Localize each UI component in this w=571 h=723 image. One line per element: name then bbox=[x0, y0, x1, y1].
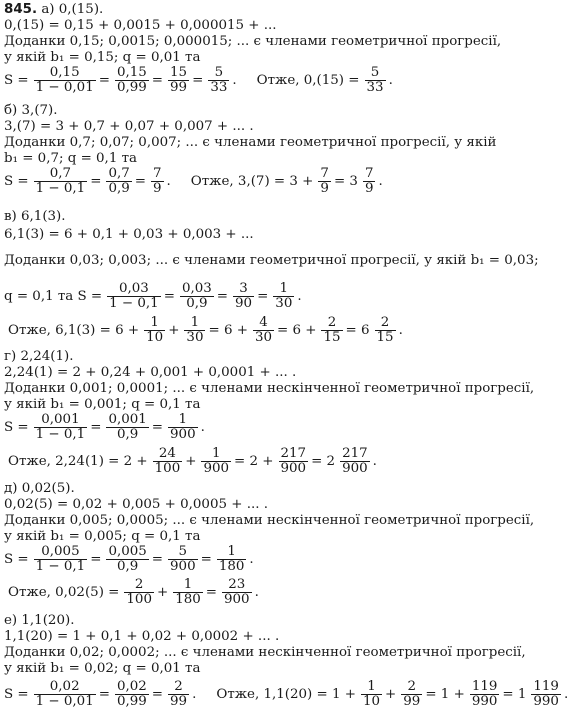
fraction: 7 9 bbox=[364, 166, 374, 196]
fraction: $\frac{1}{30}$ bbox=[275, 281, 293, 311]
section-g-title: г) 2,24(1). bbox=[4, 349, 74, 364]
section-e-title: е) 1,1(20). bbox=[4, 613, 75, 628]
fraction: $\frac{0,7}{0,9}$ bbox=[108, 166, 130, 196]
fraction: $\frac{7}{9}$ bbox=[152, 166, 162, 196]
fraction: $\frac{0,001}{0,9}$ bbox=[108, 412, 147, 442]
fraction: $\frac{1}{900}$ bbox=[170, 412, 196, 442]
fraction: $\frac{0,15}{1 - 0,01}$ bbox=[35, 65, 94, 95]
fraction: 119 990 bbox=[533, 679, 559, 709]
section-d-title: д) 0,02(5). bbox=[4, 481, 75, 496]
section-e-expansion: 1,1(20) = 1 + 0,1 + 0,02 + 0,0002 + ... . bbox=[4, 629, 280, 644]
fraction: $\frac{0,15}{0,99}$ bbox=[116, 65, 147, 95]
fraction: $\frac{1}{30}$ bbox=[186, 315, 204, 345]
fraction: $\frac{4}{30}$ bbox=[254, 315, 272, 345]
fraction: $\frac{2}{99}$ bbox=[170, 679, 188, 709]
fraction: $\frac{119}{990}$ bbox=[471, 679, 498, 709]
section-b-params: b₁ = 0,7; q = 0,1 та bbox=[4, 151, 137, 166]
fraction: $\frac{3}{90}$ bbox=[235, 281, 253, 311]
fraction: $\frac{1}{10}$ bbox=[363, 679, 381, 709]
fraction: $\frac{0,03}{0,9}$ bbox=[181, 281, 212, 311]
problem-number: 845. bbox=[4, 2, 38, 17]
section-g-conclusion: Отже, 2,24(1) = 2 + $\frac{24}{100}$ + $\frac{1}{900}$ = 2 + $\frac{217}{900}$ = 2 217 900 . bbox=[8, 446, 377, 476]
section-g-sum: S = $\frac{0,001}{1 - 0,1}$ = $\frac{0,001}{0,9}$ = $\frac{1}{900}$ . bbox=[4, 412, 205, 442]
section-a-params: у якій b₁ = 0,15; q = 0,01 та bbox=[4, 50, 201, 65]
section-v-expansion: 6,1(3) = 6 + 0,1 + 0,03 + 0,003 + ... bbox=[4, 227, 254, 242]
fraction: $\frac{1}{10}$ bbox=[146, 315, 164, 345]
section-d-conclusion: Отже, 0,02(5) = $\frac{2}{100}$ + $\frac{1}{180}$ = $\frac{23}{900}$ . bbox=[8, 577, 259, 607]
section-e-params: у якій b₁ = 0,02; q = 0,01 та bbox=[4, 661, 201, 676]
section-b-sum: S = $\frac{0,7}{1 - 0,1}$ = $\frac{0,7}{0,9}$ = $\frac{7}{9}$ . Отже, 3,(7) = 3 + $\frac{7}{9}$ = 3 7 9 . bbox=[4, 166, 383, 196]
fraction: $\frac{0,001}{1 - 0,1}$ bbox=[35, 412, 86, 442]
fraction: $\frac{7}{9}$ bbox=[320, 166, 329, 196]
section-a-sum: S = $\frac{0,15}{1 - 0,01}$ = $\frac{0,15}{0,99}$ = $\frac{15}{99}$ = $\frac{5}{33}$ . Отже, 0,(15) = $\frac{5}{33}$ . bbox=[4, 65, 393, 95]
section-g-params: у якій b₁ = 0,001; q = 0,1 та bbox=[4, 397, 201, 412]
section-e-terms: Доданки 0,02; 0,0002; ... є членами нескінченної геометричної прогресії, bbox=[4, 645, 526, 660]
fraction: $\frac{2}{99}$ bbox=[403, 679, 421, 709]
fraction: $\frac{1}{180}$ bbox=[218, 544, 245, 574]
section-d-params: у якій b₁ = 0,005; q = 0,1 та bbox=[4, 529, 201, 544]
fraction: $\frac{24}{100}$ bbox=[154, 446, 181, 476]
section-b-title: б) 3,(7). bbox=[4, 103, 58, 118]
fraction: $\frac{1}{180}$ bbox=[175, 577, 201, 607]
section-d-terms: Доданки 0,005; 0,0005; ... є членами нескінченної геометричної прогресії, bbox=[4, 513, 535, 528]
fraction: $\frac{1}{900}$ bbox=[203, 446, 230, 476]
section-v-sum: q = 0,1 та S = $\frac{0,03}{1 - 0,1}$ = $\frac{0,03}{0,9}$ = $\frac{3}{90}$ = $\frac{1}{30}$ . bbox=[4, 281, 302, 311]
section-v-conclusion: Отже, 6,1(3) = 6 + $\frac{1}{10}$ + $\frac{1}{30}$ = 6 + $\frac{4}{30}$ = 6 + $\frac{2}{15}$ = 6 2 15 . bbox=[8, 315, 403, 345]
fraction: $\frac{2}{100}$ bbox=[126, 577, 152, 607]
section-b-expansion: 3,(7) = 3 + 0,7 + 0,07 + 0,007 + ... . bbox=[4, 119, 254, 134]
section-d-expansion: 0,02(5) = 0,02 + 0,005 + 0,0005 + ... . bbox=[4, 497, 269, 512]
fraction: $\frac{5}{33}$ bbox=[210, 65, 228, 95]
section-a-terms: Доданки 0,15; 0,0015; 0,000015; ... є членами геометричної прогресії, bbox=[4, 34, 502, 49]
fraction: $\frac{5}{900}$ bbox=[170, 544, 196, 574]
section-g-expansion: 2,24(1) = 2 + 0,24 + 0,001 + 0,0001 + ... . bbox=[4, 365, 297, 380]
fraction: 217 900 bbox=[342, 446, 368, 476]
section-a-expansion: 0,(15) = 0,15 + 0,0015 + 0,000015 + ... bbox=[4, 18, 277, 33]
fraction: $\frac{0,02}{0,99}$ bbox=[116, 679, 147, 709]
fraction: $\frac{2}{15}$ bbox=[323, 315, 341, 345]
section-a-title: 845. а) 0,(15). bbox=[4, 2, 104, 17]
fraction: $\frac{23}{900}$ bbox=[224, 577, 250, 607]
fraction: $\frac{0,005}{0,9}$ bbox=[108, 544, 147, 574]
fraction: 2 15 bbox=[376, 315, 394, 345]
section-v-title: в) 6,1(3). bbox=[4, 209, 66, 224]
fraction: $\frac{0,7}{1 - 0,1}$ bbox=[35, 166, 86, 196]
fraction: $\frac{0,03}{1 - 0,1}$ bbox=[109, 281, 159, 311]
section-v-terms: Доданки 0,03; 0,003; ... є членами геометричної прогресії, у якій b₁ = 0,03; bbox=[4, 253, 539, 268]
fraction: $\frac{0,005}{1 - 0,1}$ bbox=[35, 544, 86, 574]
fraction: $\frac{15}{99}$ bbox=[170, 65, 188, 95]
section-d-sum: S = $\frac{0,005}{1 - 0,1}$ = $\frac{0,005}{0,9}$ = $\frac{5}{900}$ = $\frac{1}{180}$ . bbox=[4, 544, 254, 574]
fraction: $\frac{0,02}{1 - 0,01}$ bbox=[35, 679, 94, 709]
section-b-terms: Доданки 0,7; 0,07; 0,007; ... є членами геометричної прогресії, у якій bbox=[4, 135, 497, 150]
section-g-terms: Доданки 0,001; 0,0001; ... є членами нескінченної геометричної прогресії, bbox=[4, 381, 535, 396]
fraction: $\frac{5}{33}$ bbox=[366, 65, 384, 95]
section-e-sum: S = $\frac{0,02}{1 - 0,01}$ = $\frac{0,02}{0,99}$ = $\frac{2}{99}$ . Отже, 1,1(20) = 1 + $\frac{1}{10}$ + $\frac{2}{99}$ = 1 + $\frac{119}{990}$ = 1 119 990 . bbox=[4, 679, 569, 709]
fraction: $\frac{217}{900}$ bbox=[280, 446, 307, 476]
